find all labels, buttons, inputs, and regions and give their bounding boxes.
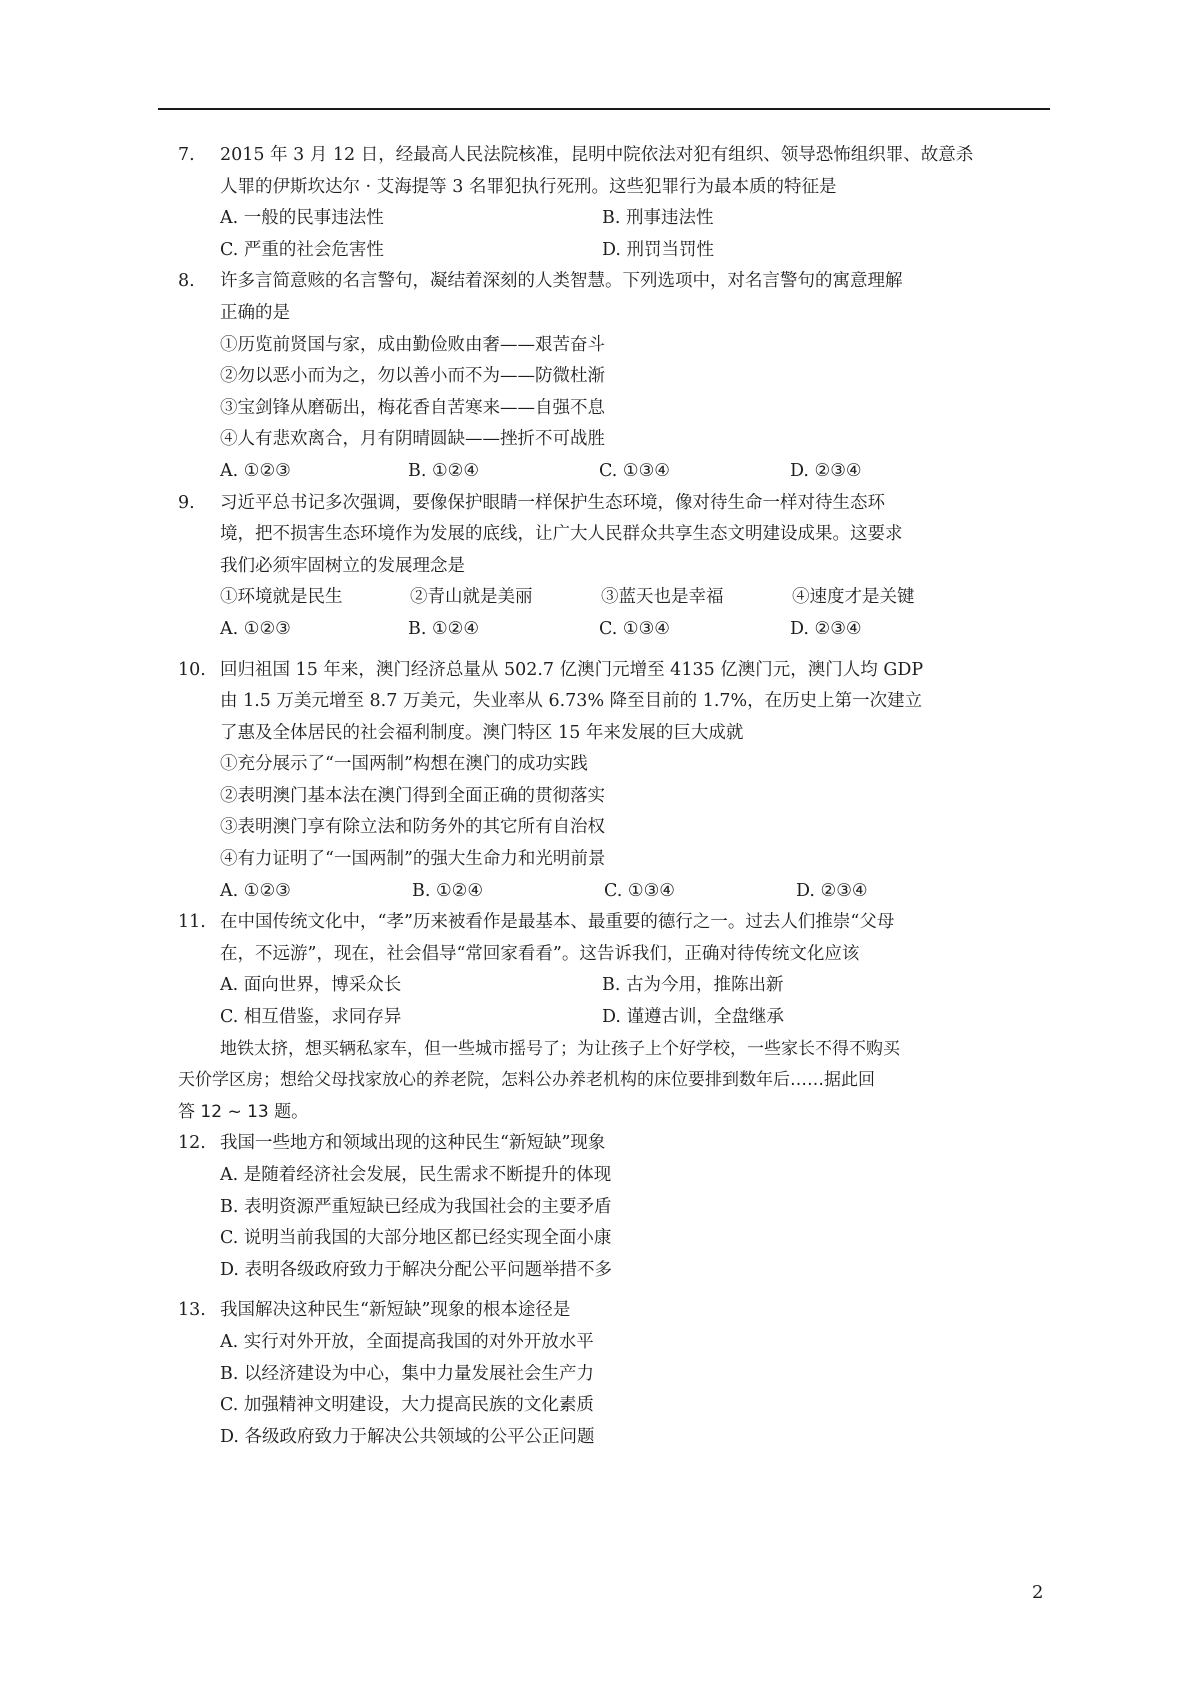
question-12: [178, 1128, 1058, 1286]
statement: ③蓝天也是幸福: [601, 587, 724, 608]
option-d: D. ②③④: [790, 460, 862, 481]
option-c: C. ①③④: [599, 460, 670, 481]
question-stem-line: 我国解决这种民生“新短缺”现象的根本途径是: [220, 1300, 571, 1321]
option-c: C. ①③④: [599, 618, 670, 639]
question-stem-line: 我国一些地方和领域出现的这种民生“新短缺”现象: [220, 1133, 606, 1154]
question-number: 13.: [178, 1300, 206, 1321]
option-a: A. 是随着经济社会发展，民生需求不断提升的体现: [220, 1165, 612, 1185]
exam-content: [178, 140, 1058, 1453]
question-stem-line: 在，不远游”，现在，社会倡导“常回家看看”。这告诉我们，正确对待传统文化应该: [220, 943, 860, 964]
statement: ②青山就是美丽: [410, 587, 533, 608]
question-stem-line: 许多言简意赅的名言警句，凝结着深刻的人类智慧。下列选项中，对名言警句的寓意理解: [220, 271, 903, 292]
question-stem-line: 回归祖国 15 年来，澳门经济总量从 502.7 亿澳门元增至 4135 亿澳门元，澳门人均 GDP: [220, 659, 924, 680]
options: [220, 456, 1058, 488]
question-stem-line: 境，把不损害生态环境作为发展的底线，让广大人民群众共享生态文明建设成果。这要求: [220, 524, 903, 545]
option-a: A. ①②③: [220, 618, 291, 639]
question-number: 9.: [178, 492, 195, 513]
option-c: C. 说明当前我国的大部分地区都已经实现全面小康: [220, 1228, 612, 1249]
question-7: [178, 140, 1058, 266]
options: [220, 876, 1058, 908]
question-8: [178, 266, 1058, 487]
question-stem-line: 了惠及全体居民的社会福利制度。澳门特区 15 年来发展的巨大成就: [220, 722, 744, 743]
options: [220, 614, 1058, 646]
option-d: D. ②③④: [790, 618, 862, 639]
options: [220, 970, 1058, 1033]
statement: ①历览前贤国与家，成由勤俭败由奢——艰苦奋斗: [220, 334, 605, 355]
question-13: [178, 1295, 1058, 1453]
question-10: [178, 655, 1058, 908]
statement: ①环境就是民生: [220, 587, 343, 608]
passage-line: 答 12 ~ 13 题。: [178, 1101, 309, 1122]
statement: ③宝剑锋从磨砺出，梅花香自苦寒来——自强不息: [220, 397, 605, 418]
question-stem-line: 习近平总书记多次强调，要像保护眼睛一样保护生态环境，像对待生命一样对待生态环: [220, 492, 885, 513]
question-stem-line: 人罪的伊斯坎达尔 · 艾海提等 3 名罪犯执行死刑。这些犯罪行为最本质的特征是: [220, 176, 837, 197]
option-b: B. 古为今用，推陈出新: [602, 975, 784, 996]
statements: [220, 582, 1058, 614]
option-d: D. 表明各级政府致力于解决分配公平问题举措不多: [220, 1259, 613, 1280]
statement: ②表明澳门基本法在澳门得到全面正确的贯彻落实: [220, 785, 605, 806]
option-c: C. 加强精神文明建设，大力提高民族的文化素质: [220, 1395, 594, 1416]
options: [220, 203, 1058, 266]
reading-passage: [178, 1034, 1058, 1129]
question-stem-line: 在中国传统文化中，“孝”历来被看作是最基本、最重要的德行之一。过去人们推崇“父母: [220, 912, 895, 933]
option-c: C. ①③④: [604, 880, 675, 901]
option-c: C. 严重的社会危害性: [220, 239, 384, 260]
statement: ④有力证明了“一国两制”的强大生命力和光明前景: [220, 849, 606, 870]
spacer: [178, 1286, 1058, 1295]
question-number: 12.: [178, 1133, 206, 1154]
header-rule: [158, 108, 1050, 110]
statement: ③表明澳门享有除立法和防务外的其它所有自治权: [220, 817, 605, 838]
option-a: A. ①②③: [220, 880, 291, 901]
statement: ④速度才是关键: [792, 587, 915, 608]
option-d: D. ②③④: [796, 880, 868, 901]
page-number: 2: [1032, 1582, 1044, 1603]
option-b: B. 刑事违法性: [602, 208, 714, 229]
statement: ②勿以恶小而为之，勿以善小而不为——防微杜渐: [220, 366, 605, 387]
passage-line: 地铁太挤，想买辆私家车，但一些城市摇号了；为让孩子上个好学校，一些家长不得不购买: [220, 1038, 900, 1059]
option-b: B. 以经济建设为中心，集中力量发展社会生产力: [220, 1363, 594, 1384]
option-d: D. 刑罚当罚性: [602, 239, 715, 260]
statement: ④人有悲欢离合，月有阴晴圆缺——挫折不可战胜: [220, 429, 605, 450]
option-b: B. 表明资源严重短缺已经成为我国社会的主要矛盾: [220, 1196, 612, 1217]
question-number: 7.: [178, 145, 195, 165]
passage-line: 天价学区房；想给父母找家放心的养老院，怎料公办养老机构的床位要排到数年后……据此回: [178, 1070, 875, 1091]
option-d: D. 各级政府致力于解决公共领域的公平公正问题: [220, 1426, 595, 1447]
question-number: 10.: [178, 659, 206, 680]
option-a: A. 实行对外开放，全面提高我国的对外开放水平: [220, 1331, 594, 1352]
question-stem-line: 2015 年 3 月 12 日，经最高人民法院核准，昆明中院依法对犯有组织、领导恐怖组织罪、故意杀: [220, 145, 974, 165]
question-9: [178, 488, 1058, 646]
question-11: [178, 907, 1058, 1033]
option-a: A. ①②③: [220, 460, 291, 481]
spacer: [178, 646, 1058, 655]
option-a: A. 面向世界，博采众长: [220, 975, 402, 996]
option-b: B. ①②④: [408, 460, 480, 481]
option-a: A. 一般的民事违法性: [220, 208, 384, 229]
option-c: C. 相互借鉴，求同存异: [220, 1007, 402, 1028]
question-number: 11.: [178, 912, 206, 933]
question-number: 8.: [178, 271, 195, 292]
statement: ①充分展示了“一国两制”构想在澳门的成功实践: [220, 754, 588, 775]
option-b: B. ①②④: [408, 618, 480, 639]
question-stem-line: 正确的是: [220, 302, 290, 323]
option-b: B. ①②④: [412, 880, 484, 901]
question-stem-line: 由 1.5 万美元增至 8.7 万美元，失业率从 6.73% 降至目前的 1.7%，在历史上第一次建立: [220, 691, 923, 712]
option-d: D. 谨遵古训，全盘继承: [602, 1007, 785, 1028]
question-stem-line: 我们必须牢固树立的发展理念是: [220, 555, 465, 576]
